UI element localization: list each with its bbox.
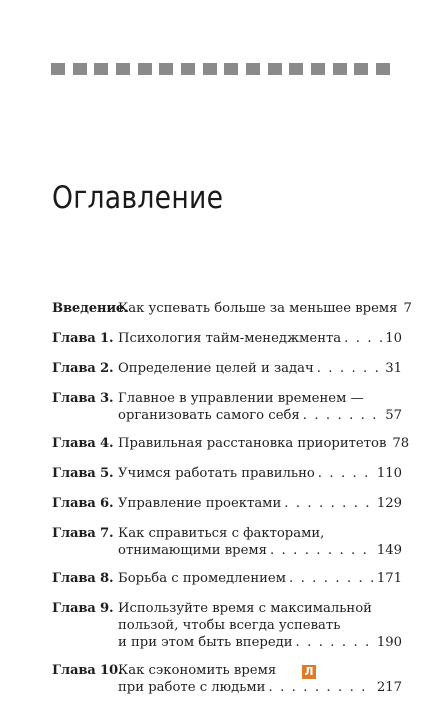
toc-entry [52, 390, 402, 424]
toc-entry-text: Определение целей и задач [118, 361, 314, 376]
decorative-square [94, 63, 108, 75]
decorative-square [333, 63, 347, 75]
toc-entry-label: Введение. [52, 301, 129, 316]
toc-entry-title [118, 330, 402, 347]
toc-entry-line [118, 525, 402, 542]
page-number: 78 [392, 436, 410, 451]
page-title: Оглавление [52, 180, 224, 216]
toc-entry-line [118, 360, 402, 377]
toc-entry [52, 330, 402, 347]
toc-entry-title [118, 662, 402, 696]
toc-entry-line [118, 570, 402, 587]
decorative-square [311, 63, 325, 75]
toc-entry-line [118, 407, 402, 424]
toc-entry-label: Глава 7. [52, 526, 114, 541]
page-number: 217 [376, 680, 402, 695]
dot-leader [317, 360, 383, 377]
toc-entry [52, 662, 402, 696]
toc-entry-label: Глава 1. [52, 331, 114, 346]
toc-entry [52, 495, 402, 512]
toc-entry-title [118, 360, 402, 377]
decorative-square [354, 63, 368, 75]
decorative-square [73, 63, 87, 75]
toc-entry-label: Глава 8. [52, 571, 114, 586]
toc-entry-line [118, 330, 402, 347]
toc-entry-label: Глава 4. [52, 436, 114, 451]
toc-entry-text: отнимающими время [118, 543, 267, 558]
decorative-square [224, 63, 238, 75]
decorative-square [268, 63, 282, 75]
toc-entry-title [118, 600, 402, 651]
dot-leader [270, 542, 374, 559]
toc-entry-text: организовать самого себя [118, 408, 300, 423]
toc-entry-label: Глава 10. [52, 663, 123, 678]
toc-entry-line [118, 542, 402, 559]
table-of-contents [52, 300, 412, 707]
page-number: 10 [385, 331, 402, 346]
toc-entry-title [118, 495, 402, 512]
toc-entry-title [118, 525, 402, 559]
page-number: 7 [403, 301, 412, 316]
dot-leader [303, 407, 382, 424]
toc-entry-text: Правильная расстановка приоритетов [118, 436, 387, 451]
decorative-square [246, 63, 260, 75]
decorative-square [116, 63, 130, 75]
toc-entry-title [118, 300, 412, 317]
dot-leader [289, 570, 374, 587]
toc-entry [52, 465, 402, 482]
toc-entry-line [118, 679, 402, 696]
dot-leader [268, 679, 373, 696]
toc-entry-text: Психология тайм-менеджмента [118, 331, 342, 346]
toc-entry-label: Глава 5. [52, 466, 114, 481]
toc-entry-line [118, 662, 402, 679]
toc-entry-line [118, 465, 402, 482]
toc-entry-label: Глава 6. [52, 496, 114, 511]
toc-entry-title [118, 570, 402, 587]
toc-entry [52, 600, 402, 651]
toc-entry-title [118, 390, 402, 424]
toc-entry-text: Управление проектами [118, 496, 282, 511]
toc-entry [52, 360, 402, 377]
toc-entry-text: Как успевать больше за меньшее время [118, 301, 398, 316]
toc-entry-line [118, 617, 402, 634]
toc-entry-title [118, 465, 402, 482]
toc-entry [52, 435, 410, 452]
toc-entry-text: и при этом быть впереди [118, 635, 293, 650]
dot-leader [284, 495, 374, 512]
toc-entry-line [118, 300, 412, 317]
page-number: 57 [385, 408, 402, 423]
dot-leader [318, 465, 374, 482]
dot-leader [344, 330, 382, 347]
decorative-square [203, 63, 217, 75]
toc-entry-text: Используйте время с максимальной [118, 601, 372, 616]
decorative-square [159, 63, 173, 75]
page-number: 190 [376, 635, 402, 650]
toc-entry-line [118, 390, 402, 407]
toc-entry [52, 300, 412, 317]
toc-entry [52, 570, 402, 587]
toc-entry-label: Глава 9. [52, 601, 114, 616]
toc-entry-text: Борьба с промедлением [118, 571, 286, 586]
toc-entry-line [118, 495, 402, 512]
decorative-square [51, 63, 65, 75]
decorative-square [138, 63, 152, 75]
toc-entry-text: пользой, чтобы всегда успевать [118, 618, 341, 633]
page-number: 110 [376, 466, 402, 481]
page-number: 149 [376, 543, 402, 558]
toc-entry-text: Учимся работать правильно [118, 466, 315, 481]
toc-entry-text: Главное в управлении временем — [118, 391, 364, 406]
toc-entry-line [118, 634, 402, 651]
publisher-logo: Л [302, 665, 316, 679]
decorative-square [376, 63, 390, 75]
page-number: 31 [385, 361, 402, 376]
decorative-square-bar [51, 63, 390, 75]
toc-entry-title [118, 435, 410, 452]
page-number: 129 [376, 496, 402, 511]
toc-entry [52, 525, 402, 559]
decorative-square [181, 63, 195, 75]
toc-entry-line [118, 435, 410, 452]
dot-leader [296, 634, 374, 651]
toc-entry-text: при работе с людьми [118, 680, 266, 695]
toc-entry-line [118, 600, 402, 617]
toc-entry-label: Глава 2. [52, 361, 114, 376]
decorative-square [289, 63, 303, 75]
toc-entry-label: Глава 3. [52, 391, 114, 406]
toc-entry-text: Как справиться с факторами, [118, 526, 325, 541]
toc-entry-text: Как сэкономить время [118, 663, 277, 678]
page-number: 171 [376, 571, 402, 586]
